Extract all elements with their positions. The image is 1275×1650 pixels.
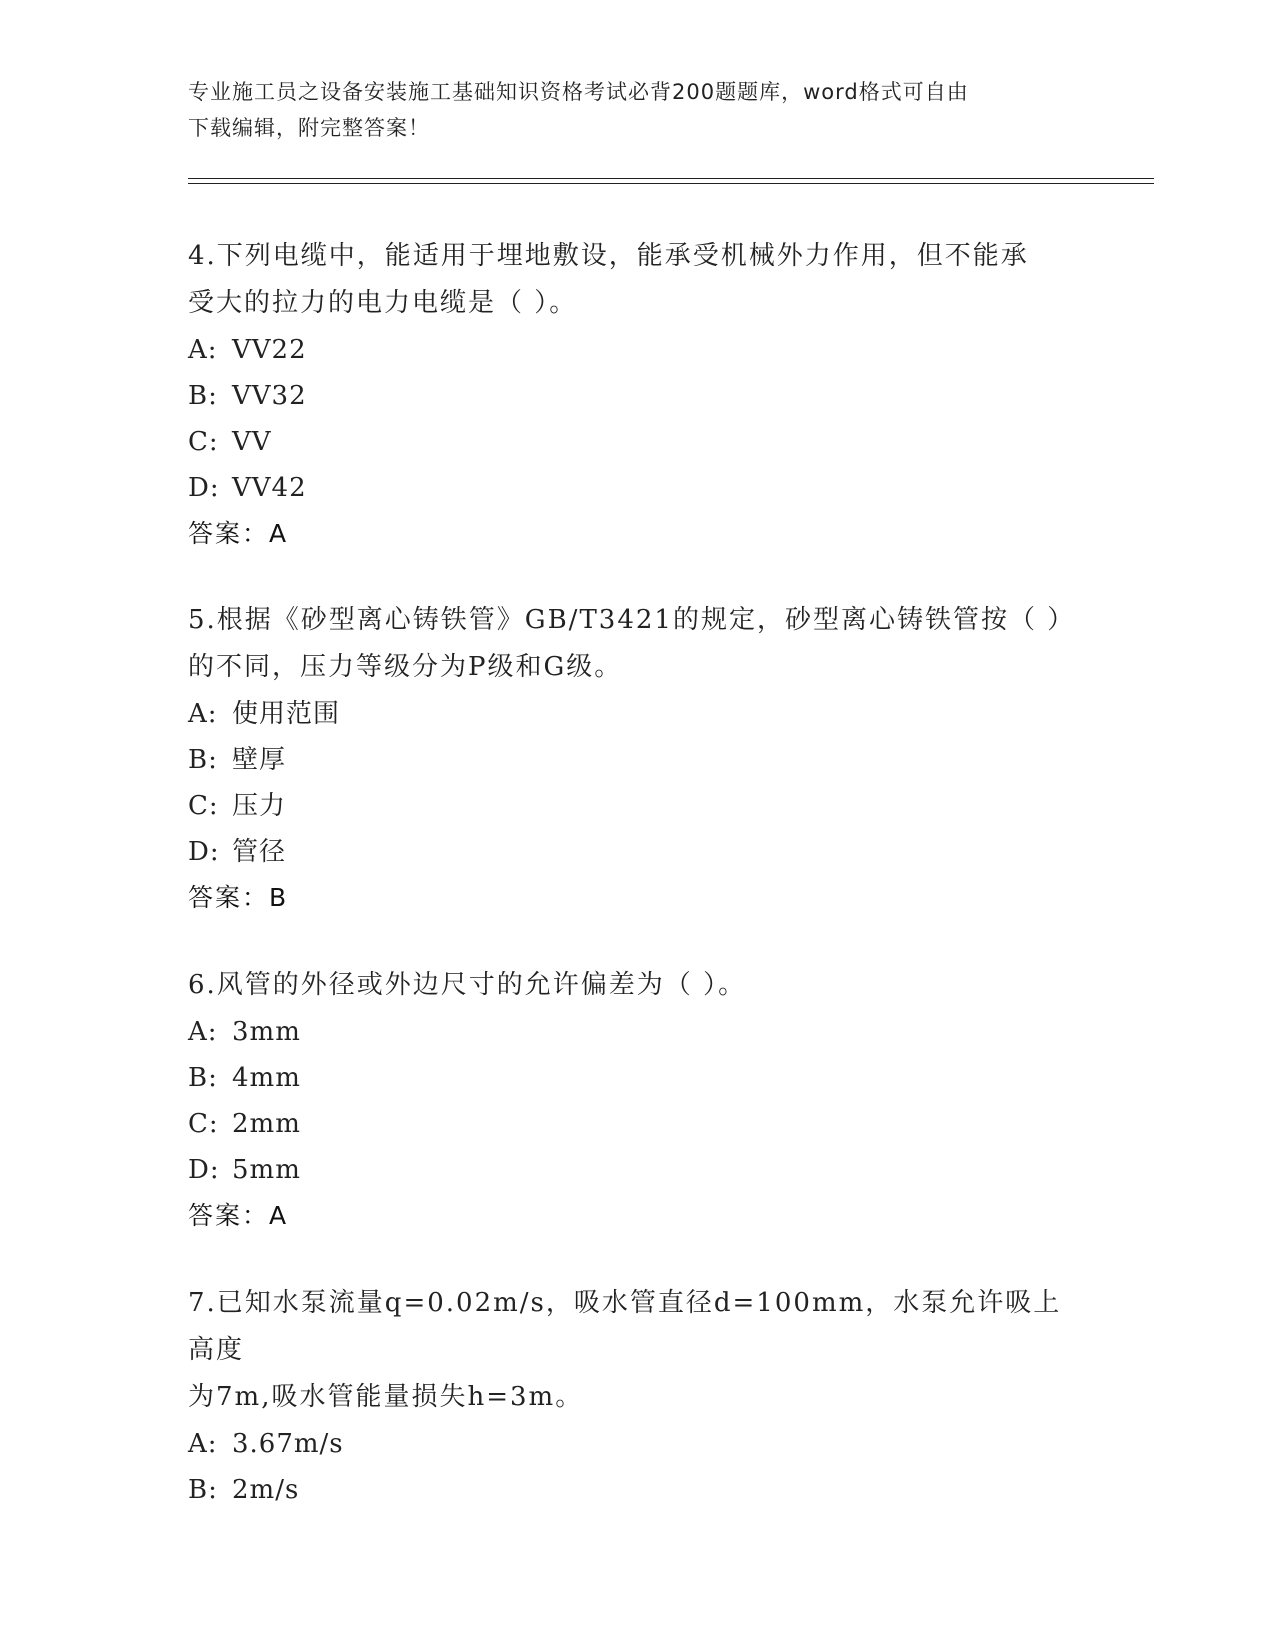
answer-line: 答案：B bbox=[188, 883, 289, 912]
option-label: A: bbox=[188, 699, 218, 729]
option-label: C: bbox=[188, 791, 219, 821]
question-5 bbox=[188, 597, 1088, 921]
question-4 bbox=[188, 233, 1088, 557]
option-text: 使用范围 bbox=[232, 699, 341, 729]
option-c bbox=[188, 419, 1088, 465]
question-6 bbox=[188, 962, 1088, 1239]
option-c bbox=[188, 1101, 1088, 1147]
header-divider-bottom bbox=[188, 183, 1154, 184]
option-text: 2m/s bbox=[232, 1475, 300, 1505]
option-label: B: bbox=[188, 745, 218, 775]
question-stem-line: 7.已知水泵流量q=0.02m/s，吸水管直径d=100mm，水泵允许吸上高度 bbox=[188, 1288, 1062, 1365]
option-c bbox=[188, 783, 1088, 829]
option-b bbox=[188, 1467, 1088, 1513]
option-text: 压力 bbox=[232, 791, 287, 821]
question-stem-line: 为7m,吸水管能量损失h=3m。 bbox=[188, 1382, 584, 1412]
header-divider-top bbox=[188, 178, 1154, 179]
option-text: 3.67m/s bbox=[232, 1429, 344, 1459]
option-label: D: bbox=[188, 837, 220, 867]
option-b bbox=[188, 1055, 1088, 1101]
question-stem-line: 4.下列电缆中，能适用于埋地敷设，能承受机械外力作用，但不能承 bbox=[188, 241, 1029, 271]
option-label: B: bbox=[188, 1475, 218, 1505]
option-a bbox=[188, 1421, 1088, 1467]
option-label: A: bbox=[188, 1429, 218, 1459]
option-text: 2mm bbox=[232, 1109, 301, 1139]
option-label: D: bbox=[188, 1155, 220, 1185]
option-text: 4mm bbox=[232, 1063, 301, 1093]
option-b bbox=[188, 373, 1088, 419]
option-label: C: bbox=[188, 1109, 219, 1139]
option-label: A: bbox=[188, 1017, 218, 1047]
header-line-1: 专业施工员之设备安装施工基础知识资格考试必背200题题库，word格式可自由 bbox=[188, 80, 969, 104]
question-stem-line: 受大的拉力的电力电缆是（ ）。 bbox=[188, 288, 578, 318]
option-text: VV bbox=[232, 427, 272, 457]
option-d bbox=[188, 1147, 1088, 1193]
document-header bbox=[188, 74, 1088, 146]
option-a bbox=[188, 1009, 1088, 1055]
option-label: B: bbox=[188, 381, 218, 411]
question-7 bbox=[188, 1280, 1088, 1513]
question-stem-line: 5.根据《砂型离心铸铁管》GB/T3421的规定，砂型离心铸铁管按（ ） bbox=[188, 605, 1076, 635]
header-line-2: 下载编辑，附完整答案！ bbox=[188, 116, 430, 140]
option-text: 管径 bbox=[232, 837, 287, 867]
option-b bbox=[188, 737, 1088, 783]
option-a bbox=[188, 327, 1088, 373]
option-label: B: bbox=[188, 1063, 218, 1093]
option-d bbox=[188, 829, 1088, 875]
question-stem-line: 6.风管的外径或外边尺寸的允许偏差为（ ）。 bbox=[188, 970, 747, 1000]
option-d bbox=[188, 465, 1088, 511]
question-stem-line: 的不同，压力等级分为P级和G级。 bbox=[188, 652, 623, 682]
option-label: D: bbox=[188, 473, 220, 503]
option-text: VV42 bbox=[232, 473, 307, 503]
answer-line: 答案：A bbox=[188, 519, 289, 548]
option-text: 5mm bbox=[232, 1155, 301, 1185]
answer-line: 答案：A bbox=[188, 1201, 289, 1230]
option-text: VV22 bbox=[232, 335, 307, 365]
option-text: VV32 bbox=[232, 381, 307, 411]
option-text: 壁厚 bbox=[232, 745, 287, 775]
option-label: C: bbox=[188, 427, 219, 457]
option-label: A: bbox=[188, 335, 218, 365]
option-text: 3mm bbox=[232, 1017, 301, 1047]
option-a bbox=[188, 691, 1088, 737]
